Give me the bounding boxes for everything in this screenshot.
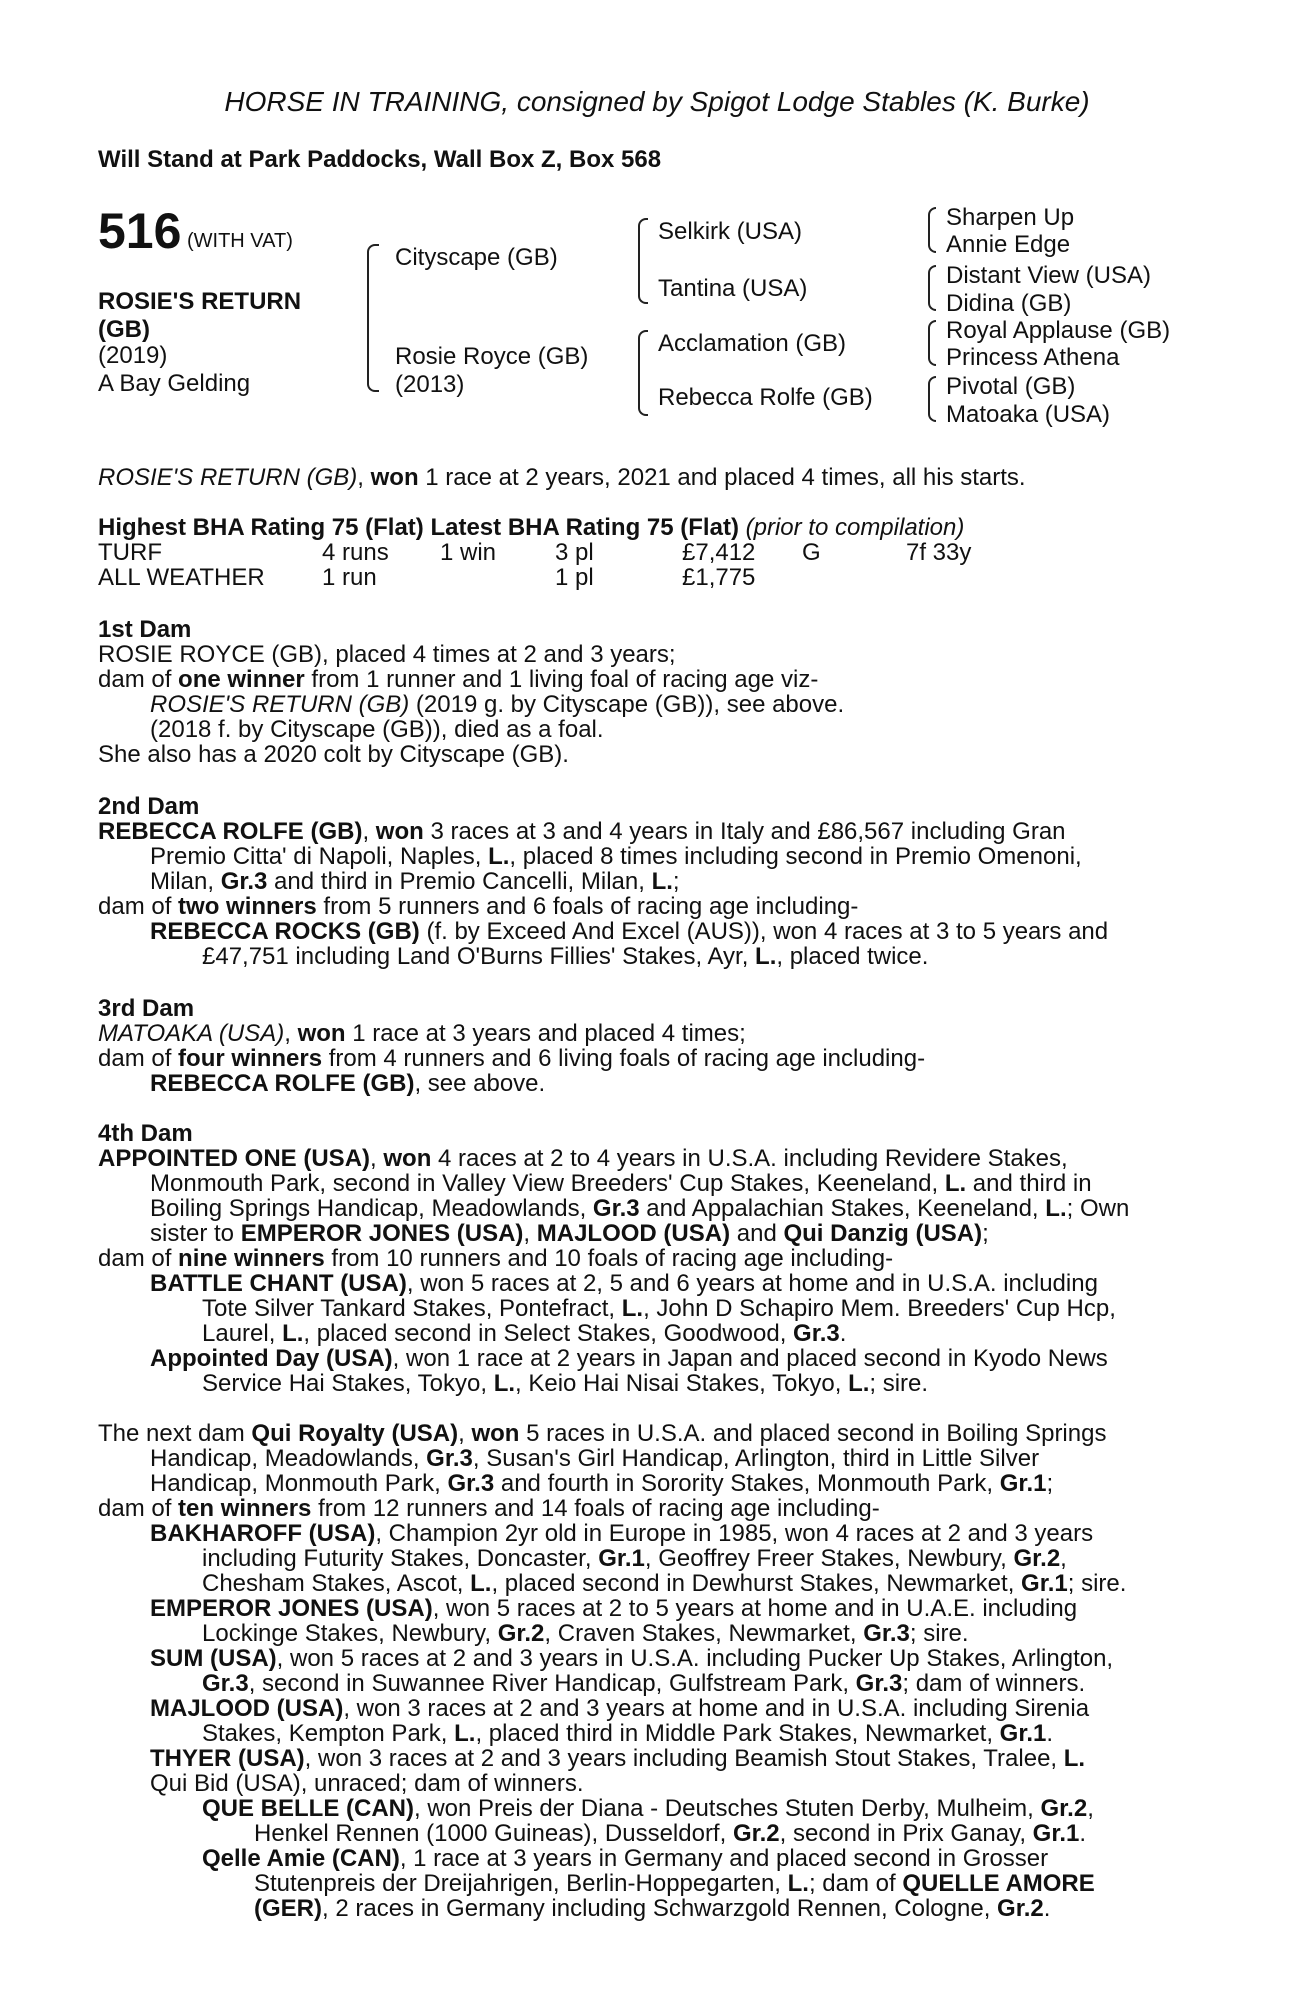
next-dam-line: Stutenpreis der Dreijahrigen, Berlin-Hoppegarten, L.; dam of QUELLE AMORE: [254, 1870, 1095, 1897]
pedigree-dam: Rosie Royce (GB): [395, 343, 589, 370]
dam2-line: £47,751 including Land O'Burns Fillies' Stakes, Ayr, L., placed twice.: [202, 943, 929, 970]
pedigree-sire-dam: Tantina (USA): [658, 275, 808, 302]
pedigree-g8: Matoaka (USA): [946, 401, 1111, 428]
pedigree-brace: [928, 320, 936, 366]
next-dam-line: including Futurity Stakes, Doncaster, Gr.1, Geoffrey Freer Stakes, Newbury, Gr.2,: [202, 1545, 1067, 1572]
dam4-line: Monmouth Park, second in Valley View Breeders' Cup Stakes, Keeneland, L. and third in: [150, 1170, 1092, 1197]
race-summary: ROSIE'S RETURN (GB), won 1 race at 2 years, 2021 and placed 4 times, all his starts.: [98, 464, 1026, 491]
horse-year: (2019): [98, 342, 168, 369]
catalogue-title: HORSE IN TRAINING, consigned by Spigot Lodge Stables (K. Burke): [224, 86, 1090, 117]
pedigree-g1: Sharpen Up: [946, 204, 1075, 231]
next-dam-line: Henkel Rennen (1000 Guineas), Dusseldorf, Gr.2, second in Prix Ganay, Gr.1.: [254, 1820, 1087, 1847]
pedigree-brace: [367, 244, 379, 392]
pedigree-g6: Princess Athena: [946, 344, 1120, 371]
pedigree-brace: [638, 330, 648, 416]
pedigree-brace: [638, 218, 648, 304]
next-dam-line: BAKHAROFF (USA), Champion 2yr old in Europe in 1985, won 4 races at 2 and 3 years: [150, 1520, 1094, 1547]
pedigree-brace: [928, 376, 936, 422]
next-dam-line: Qelle Amie (CAN), 1 race at 3 years in Germany and placed second in Grosser: [202, 1845, 1049, 1872]
dam4-line: dam of nine winners from 10 runners and 10 foals of racing age including-: [98, 1245, 894, 1272]
dam1-line: ROSIE ROYCE (GB), placed 4 times at 2 and 3 years;: [98, 641, 676, 668]
pedigree-dam-sire: Acclamation (GB): [658, 330, 847, 357]
bha-rating: Highest BHA Rating 75 (Flat) Latest BHA Rating 75 (Flat) (prior to compilation): [98, 514, 965, 541]
dam2-line: Premio Citta' di Napoli, Naples, L., placed 8 times including second in Premio Omenoni,: [150, 843, 1082, 870]
vat-note: (WITH VAT): [187, 230, 293, 252]
dam4-line: Appointed Day (USA), won 1 race at 2 years in Japan and placed second in Kyodo News: [150, 1345, 1108, 1372]
horse-name: ROSIE'S RETURN (GB): [98, 288, 302, 343]
dam1-line: dam of one winner from 1 runner and 1 living foal of racing age viz-: [98, 666, 819, 693]
pedigree-g7: Pivotal (GB): [946, 373, 1076, 400]
dam2-line: REBECCA ROCKS (GB) (f. by Exceed And Excel (AUS)), won 4 races at 3 to 5 years and: [150, 918, 1109, 945]
next-dam-line: Chesham Stakes, Ascot, L., placed second in Dewhurst Stakes, Newmarket, Gr.1; sire.: [202, 1570, 1127, 1597]
dam1-line: (2018 f. by Cityscape (GB)), died as a foal.: [150, 716, 604, 743]
dam2-heading: 2nd Dam: [98, 793, 200, 820]
dam4-line: APPOINTED ONE (USA), won 4 races at 2 to 4 years in U.S.A. including Revidere Stakes,: [98, 1145, 1068, 1172]
next-dam-line: The next dam Qui Royalty (USA), won 5 races in U.S.A. and placed second in Boiling Springs: [98, 1420, 1107, 1447]
dam2-line: dam of two winners from 5 runners and 6 foals of racing age including-: [98, 893, 859, 920]
dam4-line: Laurel, L., placed second in Select Stakes, Goodwood, Gr.3.: [202, 1320, 847, 1347]
next-dam-line: THYER (USA), won 3 races at 2 and 3 years including Beamish Stout Stakes, Tralee, L.: [150, 1745, 1086, 1772]
next-dam-line: QUE BELLE (CAN), won Preis der Diana - Deutsches Stuten Derby, Mulheim, Gr.2,: [202, 1795, 1094, 1822]
pedigree-g5: Royal Applause (GB): [946, 317, 1171, 344]
dam3-heading: 3rd Dam: [98, 995, 195, 1022]
pedigree-dam-dam: Rebecca Rolfe (GB): [658, 384, 873, 411]
next-dam-line: MAJLOOD (USA), won 3 races at 2 and 3 years at home and in U.S.A. including Sirenia: [150, 1695, 1090, 1722]
next-dam-line: Lockinge Stakes, Newbury, Gr.2, Craven Stakes, Newmarket, Gr.3; sire.: [202, 1620, 969, 1647]
next-dam-line: Gr.3, second in Suwannee River Handicap, Gulfstream Park, Gr.3; dam of winners.: [202, 1670, 1086, 1697]
pedigree-brace: [928, 265, 936, 311]
dam4-line: Tote Silver Tankard Stakes, Pontefract, L., John D Schapiro Mem. Breeders' Cup Hcp,: [202, 1295, 1116, 1322]
next-dam-line: dam of ten winners from 12 runners and 14 foals of racing age including-: [98, 1495, 880, 1522]
stand-location: Will Stand at Park Paddocks, Wall Box Z, Box 568: [98, 146, 662, 173]
pedigree-sire-sire: Selkirk (USA): [658, 218, 803, 245]
next-dam-line: Qui Bid (USA), unraced; dam of winners.: [150, 1770, 584, 1797]
dam4-line: BATTLE CHANT (USA), won 5 races at 2, 5 and 6 years at home and in U.S.A. including: [150, 1270, 1098, 1297]
pedigree-sire: Cityscape (GB): [395, 244, 558, 271]
dam1-heading: 1st Dam: [98, 616, 192, 643]
next-dam-line: Handicap, Monmouth Park, Gr.3 and fourth in Sorority Stakes, Monmouth Park, Gr.1;: [150, 1470, 1054, 1497]
dam3-line: dam of four winners from 4 runners and 6 living foals of racing age including-: [98, 1045, 926, 1072]
next-dam-line: EMPEROR JONES (USA), won 5 races at 2 to 5 years at home and in U.A.E. including: [150, 1595, 1078, 1622]
next-dam-line: SUM (USA), won 5 races at 2 and 3 years in U.S.A. including Pucker Up Stakes, Arlington,: [150, 1645, 1114, 1672]
pedigree-g2: Annie Edge: [946, 231, 1071, 258]
dam4-line: Service Hai Stakes, Tokyo, L., Keio Hai Nisai Stakes, Tokyo, L.; sire.: [202, 1370, 929, 1397]
dam2-line: REBECCA ROLFE (GB), won 3 races at 3 and 4 years in Italy and £86,567 including Gran: [98, 818, 1066, 845]
next-dam-line: Stakes, Kempton Park, L., placed third in Middle Park Stakes, Newmarket, Gr.1.: [202, 1720, 1054, 1747]
dam1-line: ROSIE'S RETURN (GB) (2019 g. by Cityscape (GB)), see above.: [150, 691, 845, 718]
pedigree-g4: Didina (GB): [946, 290, 1072, 317]
dam3-line: REBECCA ROLFE (GB), see above.: [150, 1070, 546, 1097]
dam1-line: She also has a 2020 colt by Cityscape (GB).: [98, 741, 569, 768]
dam4-line: Boiling Springs Handicap, Meadowlands, Gr.3 and Appalachian Stakes, Keeneland, L.; Own: [150, 1195, 1130, 1222]
next-dam-line: (GER), 2 races in Germany including Schwarzgold Rennen, Cologne, Gr.2.: [254, 1895, 1051, 1922]
dam3-line: MATOAKA (USA), won 1 race at 3 years and placed 4 times;: [98, 1020, 746, 1047]
pedigree-brace: [928, 207, 936, 253]
dam4-line: sister to EMPEROR JONES (USA), MAJLOOD (USA) and Qui Danzig (USA);: [150, 1220, 989, 1247]
next-dam-line: Handicap, Meadowlands, Gr.3, Susan's Girl Handicap, Arlington, third in Little Silver: [150, 1445, 1040, 1472]
lot-number: 516: [98, 203, 182, 259]
dam2-line: Milan, Gr.3 and third in Premio Cancelli, Milan, L.;: [150, 868, 680, 895]
dam4-heading: 4th Dam: [98, 1120, 193, 1147]
pedigree-g3: Distant View (USA): [946, 262, 1151, 289]
pedigree-dam-year: (2013): [395, 371, 465, 398]
horse-description: A Bay Gelding: [98, 370, 251, 397]
